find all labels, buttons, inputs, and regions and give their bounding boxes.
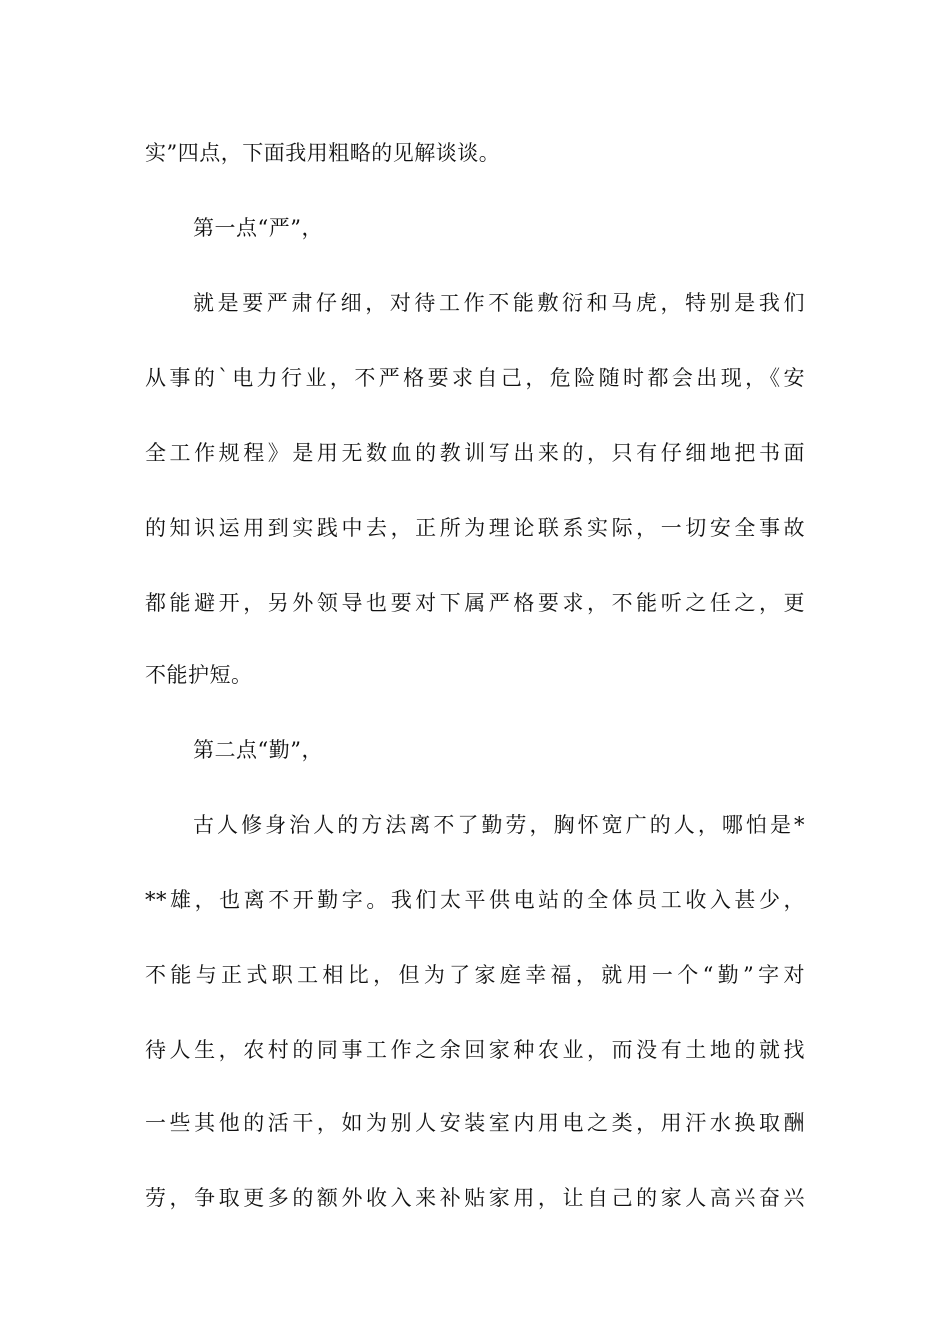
text-line: 劳，争取更多的额外收入来补贴家用，让自己的家人高兴奋兴 [145, 1186, 805, 1210]
text-line: 待人生，农村的同事工作之余回家种农业，而没有土地的就找 [145, 1038, 805, 1062]
text-line: 不能与正式职工相比，但为了家庭幸福，就用一个“勤”字对 [145, 963, 805, 987]
section-heading: 第二点“勤”， [193, 738, 323, 762]
text-line: 全工作规程》是用无数血的教训写出来的，只有仔细地把书面 [145, 441, 805, 465]
text-line: 一些其他的活干，如为别人安装室内用电之类，用汗水换取酬 [145, 1111, 805, 1135]
text-line: 从事的`电力行业，不严格要求自己，危险随时都会出现，《安 [145, 366, 805, 390]
text-line: 不能护短。 [145, 663, 253, 687]
text-line: 实”四点，下面我用粗略的见解谈谈。 [145, 141, 501, 165]
section-heading: 第一点“严”， [193, 216, 323, 240]
text-line: **雄，也离不开勤字。我们太平供电站的全体员工收入甚少， [145, 888, 805, 912]
text-line: 古人修身治人的方法离不了勤劳，胸怀宽广的人，哪怕是* [193, 813, 805, 837]
text-line: 都能避开，另外领导也要对下属严格要求，不能听之任之，更 [145, 591, 805, 615]
text-line: 就是要严肃仔细，对待工作不能敷衍和马虎，特别是我们 [193, 291, 805, 315]
text-line: 的知识运用到实践中去，正所为理论联系实际，一切安全事故 [145, 516, 805, 540]
